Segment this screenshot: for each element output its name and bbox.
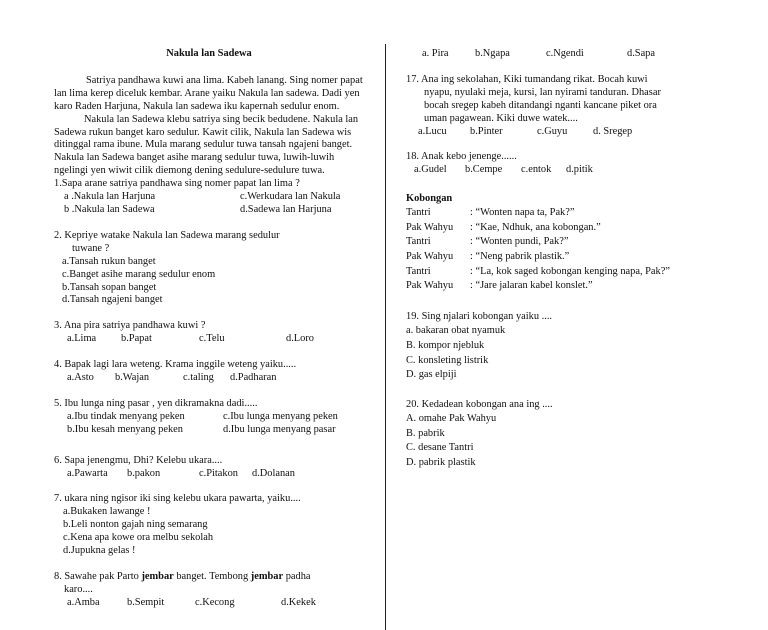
options-row <box>54 204 364 217</box>
option-d[interactable]: D. pabrik plastik <box>406 457 476 469</box>
q8-bold-word: jembar <box>141 571 174 582</box>
question-text: 3. Ana pira satriya pandhawa kuwi ? <box>54 320 206 332</box>
question-text-cont: bocah sregep kabeh ditandangi nganti kancane piket ora <box>424 99 657 111</box>
option-b[interactable]: b .Nakula lan Sadewa <box>64 203 155 215</box>
option-b[interactable]: B. kompor njebluk <box>406 339 485 351</box>
option-d[interactable]: d.pitik <box>566 164 593 176</box>
question-text: 7. ukara ning ngisor iki sing kelebu ukara pawarta, yaiku.... <box>54 493 301 505</box>
passage-paragraph-2: Nakula lan Sadewa klebu satriya sing becik bedudene. Nakula lan Sadewa rukun banget karo sedulur. Kawit cilik, Nakula lan Sadewa wis ditinggal rama ibune. Mula marang sedulur tuwa tansah ngajeni banget. Nakula lan Sadewa banget asihe marang sedulur tuwa, luwih-luwih ngelingi yen wiwit cilik diemong dening sedulure-sedulure tuwa. <box>54 113 359 177</box>
question-20 <box>406 398 711 471</box>
q8-text-mid: banget. Tembong <box>173 571 251 582</box>
question-8 <box>54 571 364 610</box>
question-text: 19. Sing njalari kobongan yaiku .... <box>406 310 553 322</box>
utterance: : “La, kok saged kobongan kenging napa, Pak?” <box>470 265 670 277</box>
options-row <box>54 191 364 204</box>
option-a[interactable]: a.Bukaken lawange ! <box>63 506 151 518</box>
question-text: 2. Kepriye watake Nakula lan Sadewa marang sedulur <box>54 229 280 241</box>
option-b[interactable]: b.pakon <box>127 467 161 479</box>
question-18 <box>406 151 711 177</box>
speaker: Tantri <box>406 265 431 277</box>
dialog-line <box>406 279 711 294</box>
option-d[interactable]: d.Kekek <box>281 596 316 608</box>
utterance: : “Kae, Ndhuk, ana kobongan.” <box>470 221 601 233</box>
option-b[interactable]: b.Wajan <box>115 372 150 384</box>
question-text: 18. Anak kebo jenenge...... <box>406 151 517 163</box>
option-c[interactable]: c.Kena apa kowe ora melbu sekolah <box>63 532 214 544</box>
option-b[interactable]: b.Ibu kesah menyang peken <box>67 423 183 435</box>
option-b[interactable]: B. pabrik <box>406 427 445 439</box>
options-row <box>54 333 364 346</box>
options-row <box>54 468 364 481</box>
dialog-line <box>406 221 711 236</box>
option-a[interactable]: a.Gudel <box>414 164 447 176</box>
question-7 <box>54 493 364 558</box>
options-row <box>54 411 364 424</box>
options-row <box>406 164 711 177</box>
question-3 <box>54 320 364 346</box>
q8-text-post: padha <box>283 571 311 582</box>
left-column <box>54 0 364 610</box>
option-c[interactable]: c.Pitakon <box>199 467 238 479</box>
speaker: Pak Wahyu <box>406 250 454 262</box>
question-text-cont: uman pagawean. Kiki duwe watek.... <box>424 112 578 124</box>
question-text: 5. Ibu lunga ning pasar , yen dikramakna dadi..... <box>54 397 258 409</box>
option-b[interactable]: b.Cempe <box>465 164 503 176</box>
question-text: 17. Ana ing sekolahan, Kiki tumandang rikat. Bocah kuwi <box>406 73 648 85</box>
option-c[interactable]: c.Ngendi <box>546 48 584 59</box>
option-d[interactable]: d.Jupukna gelas ! <box>63 545 136 557</box>
option-a[interactable]: a.Amba <box>67 596 100 608</box>
utterance: : “Neng pabrik plastik.” <box>470 250 570 262</box>
right-column <box>406 0 711 471</box>
passage-paragraph-1: Satriya pandhawa kuwi ana lima. Kabeh lanang. Sing nomer papat lan lima kerep diceluk kembar. Arane yaiku Nakula lan sadewa. Dadi yen karo Raden Harjuna, Nakula lan sadewa iku kapernah sedulur enom. <box>54 74 363 112</box>
question-6 <box>54 455 364 481</box>
option-d[interactable]: d.Loro <box>286 333 314 345</box>
dialog-line <box>406 250 711 265</box>
option-a[interactable]: a.Tansah rukun banget <box>62 255 156 267</box>
option-d[interactable]: d.Sadewa lan Harjuna <box>240 203 332 215</box>
option-c[interactable]: c.taling <box>183 372 214 384</box>
option-c[interactable]: c.entok <box>521 164 552 176</box>
option-b[interactable]: b.Papat <box>121 333 152 345</box>
option-d[interactable]: D. gas elpiji <box>406 369 457 381</box>
option-a[interactable]: a. Pira <box>422 48 449 59</box>
utterance: : “Jare jalaran kabel konslet.” <box>470 280 593 292</box>
option-d[interactable]: d.Tansah ngajeni banget <box>62 294 163 306</box>
option-b[interactable]: b.Ngapa <box>475 48 510 59</box>
question-2 <box>54 230 364 307</box>
option-a[interactable]: a .Nakula lan Harjuna <box>64 191 156 203</box>
question-17 <box>406 74 711 139</box>
dialog-line <box>406 235 711 250</box>
page-title: Nakula lan Sadewa <box>166 48 252 59</box>
option-c[interactable]: c.Kecong <box>195 596 235 608</box>
speaker: Tantri <box>406 236 431 248</box>
question-text: 4. Bapak lagi lara weteng. Krama inggile weteng yaiku..... <box>54 359 297 371</box>
question-text-cont: tuwane ? <box>72 242 110 254</box>
speaker: Pak Wahyu <box>406 221 454 233</box>
q8-text-pre: 8. Sawahe pak Parto <box>54 571 142 582</box>
question-text: 1.Sapa arane satriya pandhawa sing nomer papat lan lima ? <box>54 178 300 190</box>
option-b[interactable]: b.Tansah sopan banget <box>62 281 157 293</box>
question-text-cont: nyapu, nyulaki meja, kursi, lan nyirami tanduran. Dhasar <box>424 86 661 98</box>
question-text: 6. Sapa jenengmu, Dhi? Kelebu ukara.... <box>54 454 223 466</box>
option-c[interactable]: C. konsleting listrik <box>406 354 489 366</box>
dialog-title: Kobongan <box>406 193 453 205</box>
option-a[interactable]: a. bakaran obat nyamuk <box>406 325 506 337</box>
option-d[interactable]: d.Ibu lunga menyang pasar <box>223 423 336 435</box>
q8-bold-word: jembar <box>250 571 284 582</box>
option-c[interactable]: c.Ibu lunga menyang peken <box>223 410 338 422</box>
option-d[interactable]: d.Dolanan <box>252 467 295 479</box>
option-b[interactable]: b.Sempit <box>127 596 165 608</box>
option-d[interactable]: d. Sregep <box>593 125 633 137</box>
question-1 <box>54 178 364 217</box>
option-a[interactable]: a.Lima <box>67 333 97 345</box>
speaker: Tantri <box>406 207 431 219</box>
question-text: 20. Kedadean kobongan ana ing .... <box>406 398 553 410</box>
utterance: : “Wonten pundi, Pak?” <box>470 236 569 248</box>
column-divider <box>385 44 386 630</box>
speaker: Pak Wahyu <box>406 280 454 292</box>
dialog <box>406 206 711 294</box>
option-c[interactable]: c.Banget asihe marang sedulur enom <box>62 268 216 280</box>
q8-options-row <box>406 48 711 61</box>
question-5 <box>54 398 364 437</box>
option-b[interactable]: b.Leli nonton gajah ning semarang <box>63 519 208 531</box>
question-4 <box>54 359 364 385</box>
options-row <box>54 424 364 437</box>
question-19 <box>406 310 711 383</box>
option-a[interactable]: a.Asto <box>67 372 94 384</box>
option-d[interactable]: d.Padharan <box>230 372 277 384</box>
dialog-line <box>406 265 711 280</box>
option-c[interactable]: C. desane Tantri <box>406 442 474 454</box>
option-a[interactable]: a.Lucu <box>418 125 447 137</box>
option-c[interactable]: c.Telu <box>199 333 225 345</box>
options-row <box>54 372 364 385</box>
option-a[interactable]: A. omahe Pak Wahyu <box>406 413 497 425</box>
option-c[interactable]: c.Werkudara lan Nakula <box>240 191 341 203</box>
option-a[interactable]: a.Pawarta <box>67 467 108 479</box>
option-b[interactable]: b.Pinter <box>470 125 503 137</box>
options-row <box>406 126 711 139</box>
dialog-line <box>406 206 711 221</box>
question-text-cont: karo.... <box>64 583 93 595</box>
utterance: : “Wonten napa ta, Pak?” <box>470 207 575 219</box>
options-row <box>54 597 364 610</box>
option-a[interactable]: a.Ibu tindak menyang peken <box>67 410 185 422</box>
option-d[interactable]: d.Sapa <box>627 48 655 59</box>
question-text <box>54 571 364 584</box>
option-c[interactable]: c.Guyu <box>537 125 568 137</box>
